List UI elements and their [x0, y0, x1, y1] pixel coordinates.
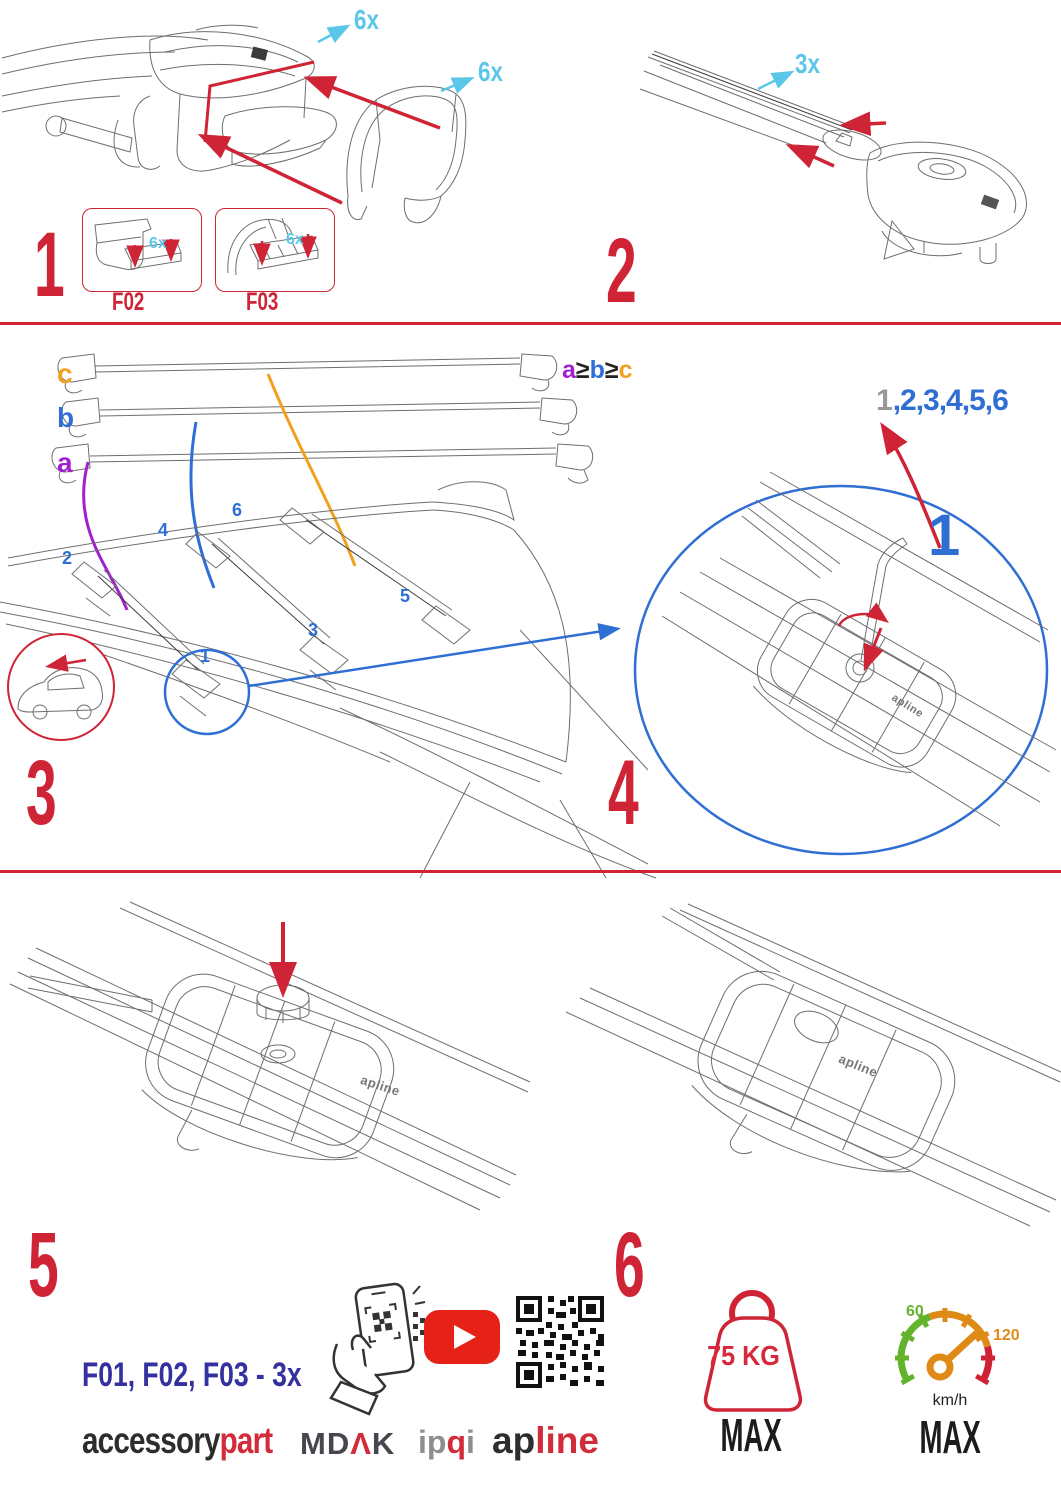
apline-logo-line: line [535, 1420, 599, 1461]
formula-c: c [618, 356, 633, 384]
mdak-logo-a: Λ [350, 1426, 372, 1461]
step4-callout-1: 1 [928, 503, 961, 568]
position-2-label: 2 [62, 548, 73, 568]
bar-c-label: c [57, 358, 73, 389]
inset-f02-qty: 6x [149, 235, 167, 252]
apline-logo [492, 1420, 599, 1462]
bar-b-label: b [57, 402, 75, 433]
max-speed-caption-wrap [885, 1410, 1015, 1464]
formula-a: a [562, 356, 576, 384]
step5-clamp-knob-drawing [0, 880, 530, 1240]
step4-brand-tag: apline [889, 691, 926, 721]
tighten-sequence-text [876, 384, 1008, 418]
bar-a-drawing [52, 444, 593, 483]
ipqi-logo [418, 1424, 475, 1461]
inset-f03-label: F03 [246, 288, 279, 316]
step2-number: 2 [606, 220, 637, 322]
bar-b-drawing [62, 398, 577, 437]
step6-clamp-closed-drawing [530, 880, 1061, 1240]
ipqi-logo-q: q [446, 1424, 466, 1460]
accessorypart-logo-part2: part [219, 1420, 273, 1461]
bar-a-label: a [57, 447, 73, 478]
section-divider-2 [0, 870, 1061, 873]
formula-b: b [589, 356, 605, 384]
step6-brand-tag: apline [836, 1050, 880, 1081]
youtube-play-glyph [424, 1310, 500, 1364]
step1-qty-side-label: 6x [478, 56, 503, 87]
section-divider-1 [0, 322, 1061, 325]
step2-qty-label: 3x [795, 48, 820, 79]
step4-number: 4 [608, 742, 639, 844]
inset-f03-drawing [216, 209, 336, 293]
formula-ge2: ≥ [604, 356, 619, 384]
ipqi-logo-i: i [465, 1424, 475, 1460]
step1-number: 1 [34, 214, 65, 316]
ipqi-logo-ip: ip [418, 1424, 447, 1460]
sequence-rest: ,2,3,4,5,6 [892, 384, 1008, 417]
accessorypart-logo-part1: accessory [82, 1420, 220, 1461]
formula-ge1: ≥ [575, 356, 590, 384]
step1-qty-top-label: 6x [354, 4, 379, 35]
step2-bar-foot-drawing [630, 25, 1050, 295]
sequence-first: 1 [876, 384, 893, 417]
max-weight-caption: MAX [720, 1409, 782, 1461]
inset-f03-box [215, 208, 335, 292]
position-3-label: 3 [308, 620, 319, 640]
car-direction-inset [8, 634, 114, 740]
bar-c-drawing [58, 354, 557, 393]
apline-logo-ap: ap [492, 1420, 536, 1461]
mdak-logo-k: K [371, 1426, 396, 1461]
max-weight-caption-wrap [676, 1408, 826, 1462]
zoom-circle [635, 486, 1047, 854]
step5-brand-tag: apline [358, 1072, 402, 1099]
position-6-label: 6 [232, 500, 243, 520]
max-speed-caption: MAX [919, 1411, 981, 1463]
step3-roof-layout-drawing [0, 330, 660, 878]
speed-low-label: 60 [906, 1303, 924, 1320]
position-4-label: 4 [158, 520, 169, 540]
max-weight-value: 75 KG [707, 1340, 780, 1371]
youtube-icon [424, 1310, 500, 1364]
position-5-label: 5 [400, 586, 411, 606]
speed-high-label: 120 [993, 1327, 1020, 1344]
step6-number: 6 [614, 1214, 645, 1316]
step3-number: 3 [26, 742, 57, 844]
mdak-logo [300, 1426, 395, 1462]
zoom-leader-arrow [249, 629, 616, 686]
inset-f03-qty: 6x [286, 231, 304, 248]
position-1-label: 1 [200, 646, 211, 666]
step5-number: 5 [28, 1214, 59, 1316]
inset-f02-label: F02 [112, 288, 145, 316]
fitting-parts-note: F01, F02, F03 - 3x [82, 1356, 302, 1394]
mdak-logo-md: MD [300, 1426, 351, 1461]
roof-crossbar-middle [186, 532, 348, 690]
speed-unit-label: km/h [932, 1392, 968, 1409]
inset-f02-box [82, 208, 202, 292]
inset-f02-drawing [83, 209, 203, 293]
qr-code [516, 1296, 604, 1388]
scan-qr-phone-icon [325, 1278, 425, 1408]
accessorypart-logo [82, 1420, 272, 1462]
